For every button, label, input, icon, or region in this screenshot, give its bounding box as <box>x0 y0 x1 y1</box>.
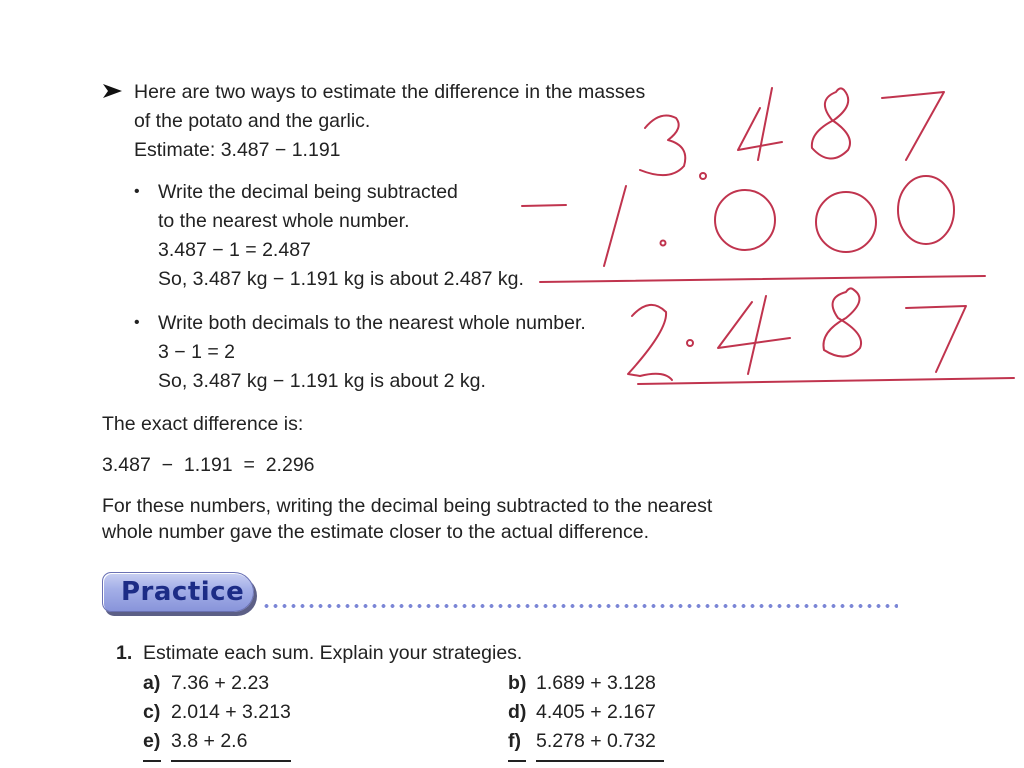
dotted-divider <box>262 604 898 608</box>
method1-conclusion: So, 3.487 kg − 1.191 kg is about 2.487 kg. <box>158 268 524 290</box>
part-letter: f) <box>508 730 521 752</box>
part-letter: e) <box>143 730 161 752</box>
method2-line-1: Write both decimals to the nearest whole number. <box>158 312 586 334</box>
method1-line-2: to the nearest whole number. <box>158 210 410 232</box>
part-letter: b) <box>508 672 527 694</box>
hw-decimal-point-3 <box>687 340 693 346</box>
practice-label: Practice <box>121 577 245 607</box>
hw-digit-8 <box>812 88 850 158</box>
hw-digit-0 <box>715 190 775 250</box>
cut-off-row-right <box>508 760 668 768</box>
hw-digit-0 <box>898 176 954 244</box>
hw-digit-7 <box>882 92 944 160</box>
part-letter: c) <box>143 701 161 723</box>
practice-header <box>102 570 902 620</box>
part-expression: 1.689 + 3.128 <box>536 672 656 694</box>
bullet-dot-icon: • <box>134 314 140 331</box>
bullet-dot-icon: • <box>134 183 140 200</box>
part-letter: d) <box>508 701 527 723</box>
hw-underline <box>638 378 1014 384</box>
conclusion-line-2: whole number gave the estimate closer to the actual difference. <box>102 521 650 543</box>
part-expression: 5.278 + 0.732 <box>536 730 656 752</box>
hw-digit-4 <box>718 296 790 374</box>
handwriting-strokes <box>522 88 1014 384</box>
hw-digit-7 <box>906 306 966 372</box>
intro-line-2: of the potato and the garlic. <box>134 110 371 132</box>
hw-digit-8 <box>823 288 861 356</box>
exact-equation: 3.487 − 1.191 = 2.296 <box>102 454 315 476</box>
hw-sum-line <box>540 276 985 282</box>
hw-digit-0 <box>816 192 876 252</box>
part-expression: 3.8 + 2.6 <box>171 730 248 752</box>
estimate-expression: Estimate: 3.487 − 1.191 <box>134 139 341 161</box>
hw-digit-3 <box>640 116 685 176</box>
method2-equation: 3 − 1 = 2 <box>158 341 235 363</box>
question-prompt: Estimate each sum. Explain your strategies. <box>143 642 523 664</box>
part-expression: 2.014 + 3.213 <box>171 701 291 723</box>
question-number: 1. <box>116 642 133 664</box>
practice-badge <box>102 572 254 612</box>
method2-conclusion: So, 3.487 kg − 1.191 kg is about 2 kg. <box>158 370 486 392</box>
part-letter: a) <box>143 672 161 694</box>
method1-line-1: Write the decimal being subtracted <box>158 181 458 203</box>
intro-line-1: Here are two ways to estimate the difference in the masses <box>134 81 646 103</box>
hw-decimal-point <box>700 173 706 179</box>
part-expression: 4.405 + 2.167 <box>536 701 656 723</box>
cut-off-row-left <box>143 760 303 768</box>
hw-digit-2 <box>628 305 672 380</box>
hw-digit-4 <box>738 88 782 160</box>
hw-digit-1 <box>604 186 626 266</box>
conclusion-line-1: For these numbers, writing the decimal being subtracted to the nearest <box>102 495 713 517</box>
exact-label: The exact difference is: <box>102 413 304 435</box>
hw-decimal-point-2 <box>661 241 666 246</box>
part-expression: 7.36 + 2.23 <box>171 672 270 694</box>
arrow-bullet-icon <box>102 80 124 102</box>
hw-minus-sign <box>522 205 566 206</box>
method1-equation: 3.487 − 1 = 2.487 <box>158 239 311 261</box>
